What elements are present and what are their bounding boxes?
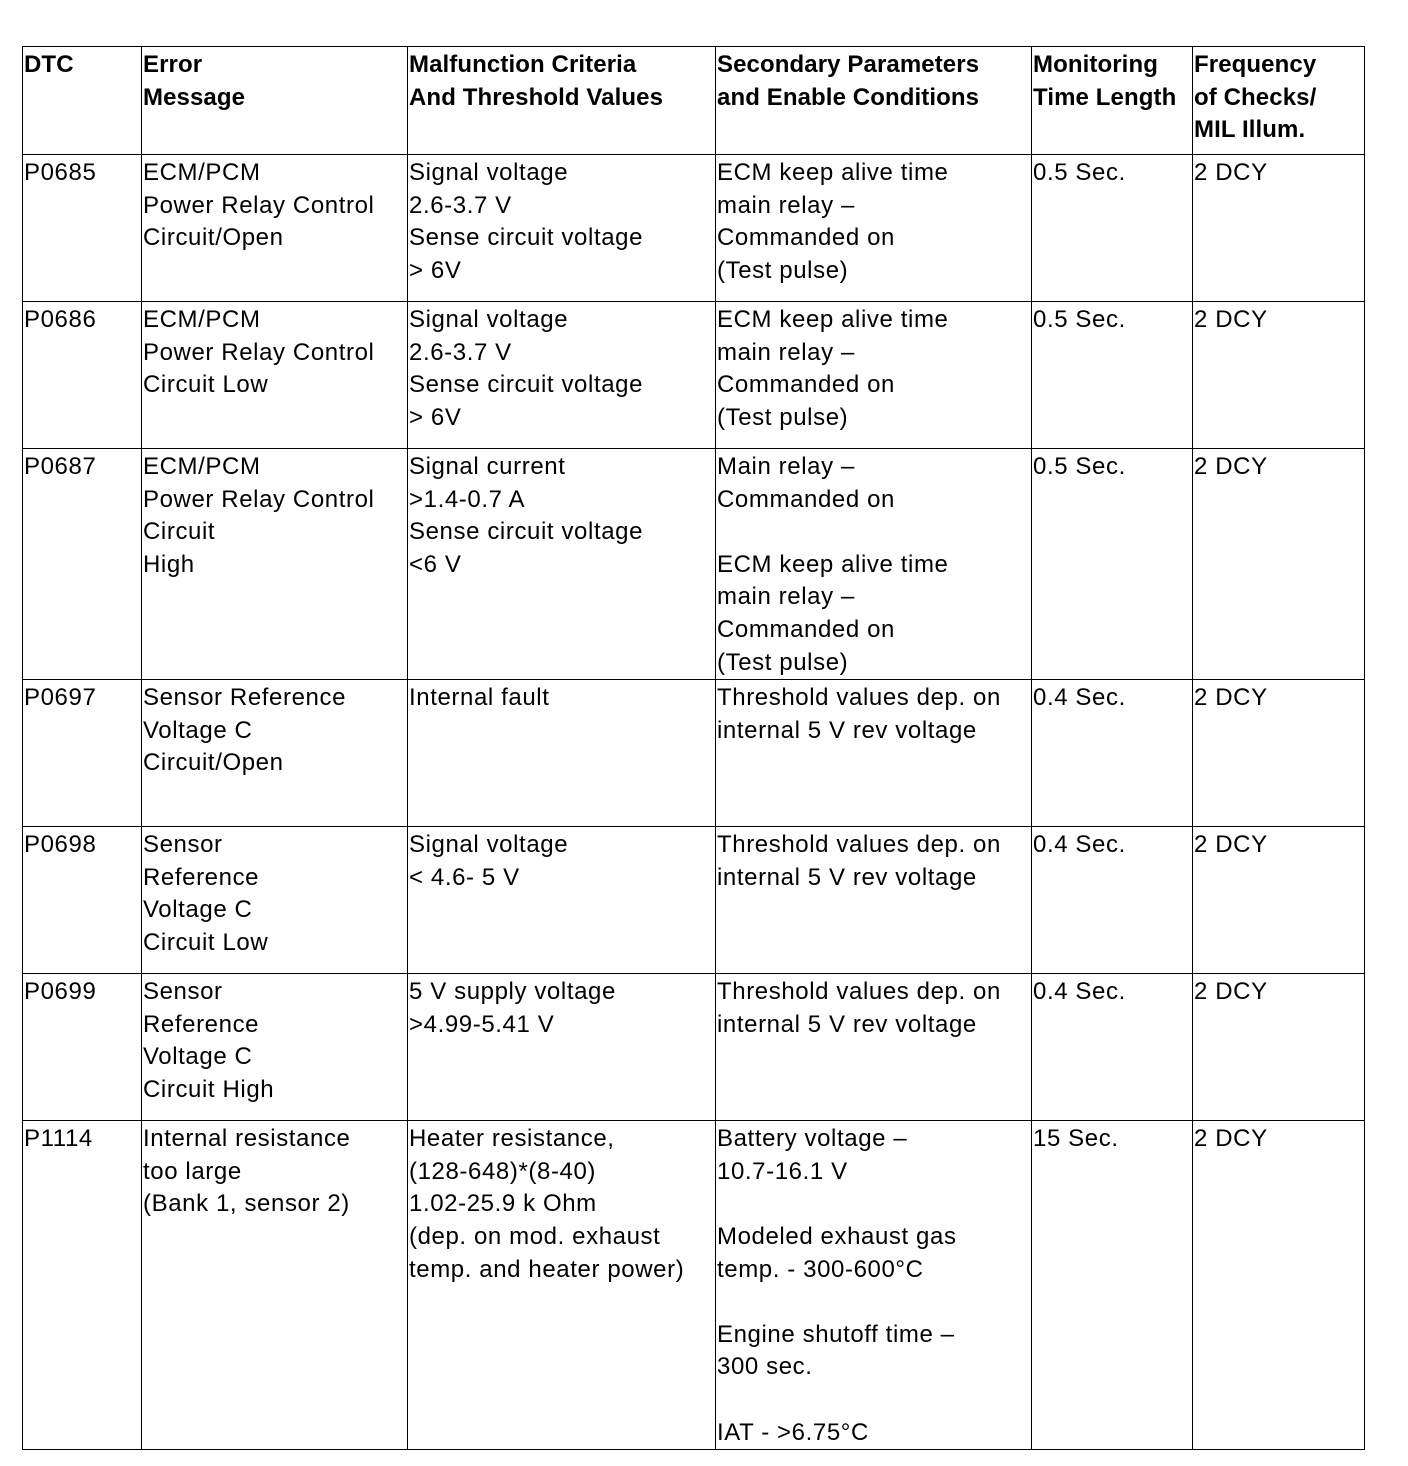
cell-frequency: 2 DCY (1193, 680, 1365, 827)
cell-criteria: 5 V supply voltage >4.99-5.41 V (408, 974, 716, 1121)
cell-criteria: Signal voltage < 4.6- 5 V (408, 827, 716, 974)
cell-dtc: P0685 (23, 155, 142, 302)
cell-monitoring: 0.4 Sec. (1032, 680, 1193, 827)
header-monitoring-time: Monitoring Time Length (1032, 47, 1193, 155)
cell-frequency: 2 DCY (1193, 1121, 1365, 1450)
header-malfunction-criteria: Malfunction Criteria And Threshold Values (408, 47, 716, 155)
cell-secondary: Threshold values dep. on internal 5 V rev voltage (716, 827, 1032, 974)
cell-frequency: 2 DCY (1193, 302, 1365, 449)
cell-error-message: Internal resistance too large (Bank 1, sensor 2) (142, 1121, 408, 1450)
cell-secondary: ECM keep alive time main relay – Commanded on (Test pulse) (716, 302, 1032, 449)
header-frequency: Frequency of Checks/ MIL Illum. (1193, 47, 1365, 155)
cell-monitoring: 0.4 Sec. (1032, 827, 1193, 974)
cell-frequency: 2 DCY (1193, 974, 1365, 1121)
cell-criteria: Signal voltage 2.6-3.7 V Sense circuit voltage > 6V (408, 155, 716, 302)
cell-dtc: P0687 (23, 449, 142, 680)
table-header-row (23, 47, 1365, 155)
cell-secondary: Threshold values dep. on internal 5 V rev voltage (716, 974, 1032, 1121)
cell-monitoring: 0.5 Sec. (1032, 302, 1193, 449)
table-row (23, 974, 1365, 1121)
cell-secondary: ECM keep alive time main relay – Commanded on (Test pulse) (716, 155, 1032, 302)
cell-dtc: P0698 (23, 827, 142, 974)
cell-secondary: Battery voltage – 10.7-16.1 V Modeled exhaust gas temp. - 300-600°C Engine shutoff time – 300 sec. IAT - >6.75°C (716, 1121, 1032, 1450)
cell-dtc: P1114 (23, 1121, 142, 1450)
table-row (23, 680, 1365, 827)
cell-frequency: 2 DCY (1193, 155, 1365, 302)
header-error-message: Error Message (142, 47, 408, 155)
cell-error-message: Sensor Reference Voltage C Circuit High (142, 974, 408, 1121)
cell-monitoring: 0.4 Sec. (1032, 974, 1193, 1121)
cell-criteria: Signal current >1.4-0.7 A Sense circuit voltage <6 V (408, 449, 716, 680)
table-row (23, 827, 1365, 974)
table-row (23, 1121, 1365, 1450)
cell-error-message: Sensor Reference Voltage C Circuit Low (142, 827, 408, 974)
cell-monitoring: 0.5 Sec. (1032, 449, 1193, 680)
cell-error-message: ECM/PCM Power Relay Control Circuit Low (142, 302, 408, 449)
header-secondary-parameters: Secondary Parameters and Enable Conditions (716, 47, 1032, 155)
table-row (23, 449, 1365, 680)
cell-criteria: Internal fault (408, 680, 716, 827)
cell-error-message: ECM/PCM Power Relay Control Circuit/Open (142, 155, 408, 302)
cell-dtc: P0686 (23, 302, 142, 449)
cell-error-message: ECM/PCM Power Relay Control Circuit High (142, 449, 408, 680)
cell-frequency: 2 DCY (1193, 449, 1365, 680)
cell-monitoring: 0.5 Sec. (1032, 155, 1193, 302)
cell-dtc: P0697 (23, 680, 142, 827)
cell-criteria: Heater resistance, (128-648)*(8-40) 1.02-25.9 k Ohm (dep. on mod. exhaust temp. and heater power) (408, 1121, 716, 1450)
cell-dtc: P0699 (23, 974, 142, 1121)
table-row (23, 155, 1365, 302)
cell-frequency: 2 DCY (1193, 827, 1365, 974)
dtc-table (22, 46, 1365, 1450)
table-row (23, 302, 1365, 449)
cell-error-message: Sensor Reference Voltage C Circuit/Open (142, 680, 408, 827)
cell-monitoring: 15 Sec. (1032, 1121, 1193, 1450)
header-dtc: DTC (23, 47, 142, 155)
cell-secondary: Main relay – Commanded on ECM keep alive time main relay – Commanded on (Test pulse) (716, 449, 1032, 680)
cell-criteria: Signal voltage 2.6-3.7 V Sense circuit voltage > 6V (408, 302, 716, 449)
cell-secondary: Threshold values dep. on internal 5 V rev voltage (716, 680, 1032, 827)
